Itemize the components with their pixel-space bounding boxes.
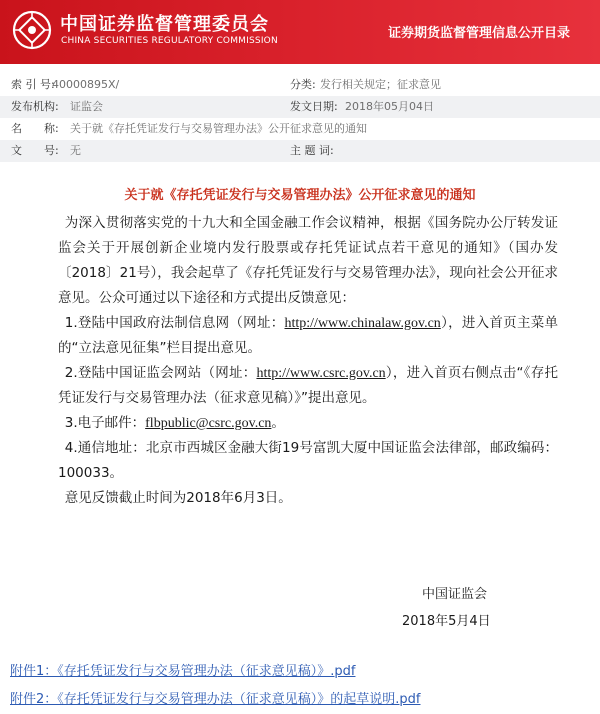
deadline: 意见反馈截止时间为2018年6月3日。 [64,490,292,506]
meta-row-docno [0,140,600,162]
category-label: 分类: [290,78,316,91]
csrc-emblem-icon [12,10,52,50]
item-2 [58,361,558,411]
date-label: 发文日期: [290,100,338,113]
meta-row-issuer [0,96,600,118]
date-value: 2018年05月04日 [345,100,434,113]
index-label: 索 引 号: [11,78,55,91]
issuer-value: 证监会 [70,100,103,113]
item-2-prefix: 2.登陆中国证监会网站（网址： [64,365,257,381]
signature-date: 2018年5月4日 [402,614,491,629]
document-title: 关于就《存托凭证发行与交易管理办法》公开征求意见的通知 [124,188,476,203]
item-3 [58,411,558,436]
signature: 中国证监会 [422,587,488,602]
document-body [58,211,558,511]
meta-row-name [0,118,600,140]
item-1 [58,311,558,361]
name-value: 关于就《存托凭证发行与交易管理办法》公开征求意见的通知 [70,122,367,135]
item-3-prefix: 3.电子邮件： [64,415,146,431]
chinalaw-link[interactable]: http://www.chinalaw.gov.cn [284,316,441,331]
attachment-link-2[interactable]: 附件2：《存托凭证发行与交易管理办法（征求意见稿）》的起草说明.pdf [10,692,421,707]
document-metadata [0,64,600,161]
catalog-title[interactable]: 证券期货监督管理信息公开目录 [387,26,570,41]
item-4: 4.通信地址：北京市西城区金融大街19号富凯大厦中国证监会法律部，邮政编码：100033。 [58,440,558,481]
item-3-suffix: 。 [271,415,285,431]
intro-paragraph: 为深入贯彻落实党的十九大和全国金融工作会议精神，根据《国务院办公厅转发证监会关于开展创新企业境内发行股票或存托凭证试点若干意见的通知》（国办发〔2018〕21号），我会起草了《存托凭证发行与交易管理办法》，现向社会公开征求意见。公众可通过以下途径和方式提出反馈意见： [58,215,558,306]
item-1-suffix: ），进入首页主菜单的“立法意见征集”栏目提出意见。 [58,315,558,356]
org-name-cn: 中国证券监督管理委员会 [60,14,269,35]
attachment-link-1[interactable]: 附件1：《存托凭证发行与交易管理办法（征求意见稿）》.pdf [10,664,356,679]
category-value: 发行相关规定；征求意见 [320,78,441,91]
site-header [0,0,600,64]
index-value: 40000895X/ [52,78,120,91]
csrc-link[interactable]: http://www.csrc.gov.cn [256,366,386,381]
name-label: 名 称: [11,122,59,135]
subject-label: 主 题 词: [290,144,334,157]
issuer-label: 发布机构: [11,100,59,113]
org-name-en: CHINA SECURITIES REGULATORY COMMISSION [61,36,278,46]
email-link[interactable]: flbpublic@csrc.gov.cn [145,416,272,431]
item-1-prefix: 1.登陆中国政府法制信息网（网址： [64,315,285,331]
docno-value: 无 [70,144,81,157]
meta-row-index [0,74,600,96]
item-2-suffix: ），进入首页右侧点击“《存托凭证发行与交易管理办法（征求意见稿）》”提出意见。 [58,365,558,406]
docno-label: 文 号: [11,144,59,157]
